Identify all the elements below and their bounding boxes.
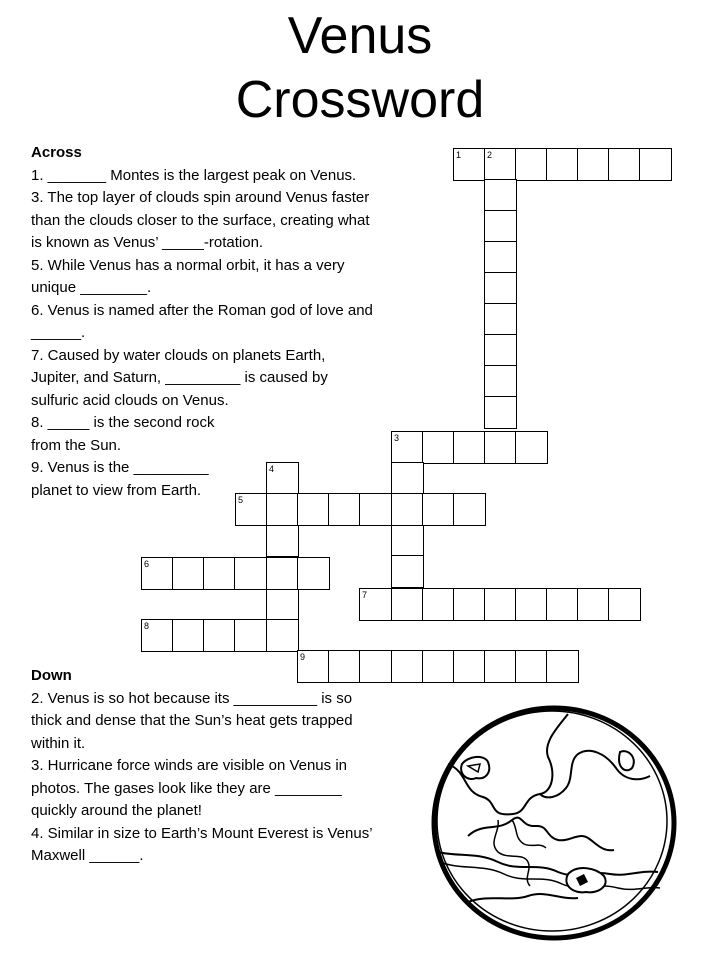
crossword-cell[interactable] [484,588,517,621]
crossword-cell[interactable] [484,210,517,243]
venus-planet-icon [428,702,678,942]
across-clue-6: 6. Venus is named after the Roman god of love and ______. [31,301,373,341]
crossword-cell[interactable] [422,431,455,464]
clue-number: 9 [300,652,306,662]
crossword-cell[interactable] [172,619,205,652]
crossword-cell[interactable] [266,462,299,495]
crossword-cell[interactable] [328,493,361,526]
crossword-cell[interactable] [546,650,579,683]
title-line-2: Crossword [235,71,485,129]
down-clues [31,665,376,868]
crossword-cell[interactable] [359,588,392,621]
crossword-cell[interactable] [577,148,610,181]
crossword-cell[interactable] [484,303,517,336]
crossword-cell[interactable] [359,650,392,683]
clue-number: 6 [144,559,150,569]
across-heading: Across [31,144,82,161]
crossword-cell[interactable] [422,650,455,683]
crossword-cell[interactable] [484,272,517,305]
clue-number: 8 [144,621,150,631]
crossword-cell[interactable] [422,588,455,621]
crossword-cell[interactable] [515,431,548,464]
title-line-1: Venus [287,7,433,65]
crossword-cell[interactable] [422,493,455,526]
crossword-cell[interactable] [266,493,299,526]
down-heading: Down [31,667,72,684]
crossword-cell[interactable] [328,650,361,683]
crossword-cell[interactable] [266,557,299,590]
crossword-cell[interactable] [203,557,236,590]
crossword-cell[interactable] [484,396,517,429]
crossword-cell[interactable] [391,431,424,464]
across-clue-3: 3. The top layer of clouds spin around Venus faster than the clouds closer to the surface, creating what is known as Venus’ _____-rotation. [31,189,370,251]
crossword-cell[interactable] [484,179,517,212]
crossword-cell[interactable] [234,557,267,590]
clue-number: 4 [269,464,275,474]
crossword-cell[interactable] [515,588,548,621]
crossword-cell[interactable] [141,557,174,590]
crossword-cell[interactable] [453,493,486,526]
crossword-cell[interactable] [484,334,517,367]
crossword-cell[interactable] [297,650,330,683]
crossword-cell[interactable] [391,588,424,621]
crossword-cell[interactable] [203,619,236,652]
across-clue-8: 8. _____ is the second rock from the Sun. [31,414,215,454]
clue-number: 7 [362,590,368,600]
across-clues [31,142,376,502]
crossword-cell[interactable] [234,619,267,652]
across-clue-5: 5. While Venus has a normal orbit, it has a very unique ________. [31,256,345,296]
crossword-cell[interactable] [172,557,205,590]
down-clue-2: 2. Venus is so hot because its __________ is so thick and dense that the Sun’s heat gets trapped within it. [31,689,353,752]
crossword-cell[interactable] [297,493,330,526]
crossword-cell[interactable] [546,148,579,181]
crossword-cell[interactable] [266,588,299,621]
crossword-cell[interactable] [546,588,579,621]
crossword-cell[interactable] [484,241,517,274]
crossword-cell[interactable] [608,148,641,181]
crossword-cell[interactable] [484,148,517,181]
clue-number: 5 [238,495,244,505]
crossword-cell[interactable] [608,588,641,621]
crossword-cell[interactable] [391,555,424,588]
crossword-cell[interactable] [639,148,672,181]
crossword-cell[interactable] [266,619,299,652]
across-clue-9: 9. Venus is the _________ planet to view from Earth. [31,459,209,499]
across-clue-1: 1. _______ Montes is the largest peak on Venus. [31,166,357,184]
crossword-cell[interactable] [484,365,517,398]
clue-number: 3 [394,433,400,443]
clue-number: 1 [456,150,462,160]
crossword-cell[interactable] [577,588,610,621]
crossword-cell[interactable] [297,557,330,590]
crossword-cell[interactable] [359,493,392,526]
crossword-cell[interactable] [484,650,517,683]
crossword-cell[interactable] [453,431,486,464]
crossword-cell[interactable] [453,650,486,683]
down-clue-4: 4. Similar in size to Earth’s Mount Everest is Venus’ Maxwell ______. [31,824,372,864]
crossword-cell[interactable] [453,148,486,181]
clue-number: 2 [487,150,493,160]
across-clue-7: 7. Caused by water clouds on planets Earth, Jupiter, and Saturn, _________ is caused by sulfuric acid clouds on Venus. [31,346,328,409]
down-clue-3: 3. Hurricane force winds are visible on Venus in photos. The gases look like they are ________ quickly around the planet! [31,757,347,819]
crossword-cell[interactable] [391,462,424,495]
crossword-cell[interactable] [141,619,174,652]
crossword-cell[interactable] [391,650,424,683]
crossword-cell[interactable] [515,650,548,683]
crossword-cell[interactable] [484,431,517,464]
crossword-cell[interactable] [391,524,424,557]
crossword-cell[interactable] [391,493,424,526]
crossword-cell[interactable] [453,588,486,621]
crossword-cell[interactable] [235,493,268,526]
crossword-cell[interactable] [515,148,548,181]
page-title [0,4,720,132]
crossword-cell[interactable] [266,524,299,557]
